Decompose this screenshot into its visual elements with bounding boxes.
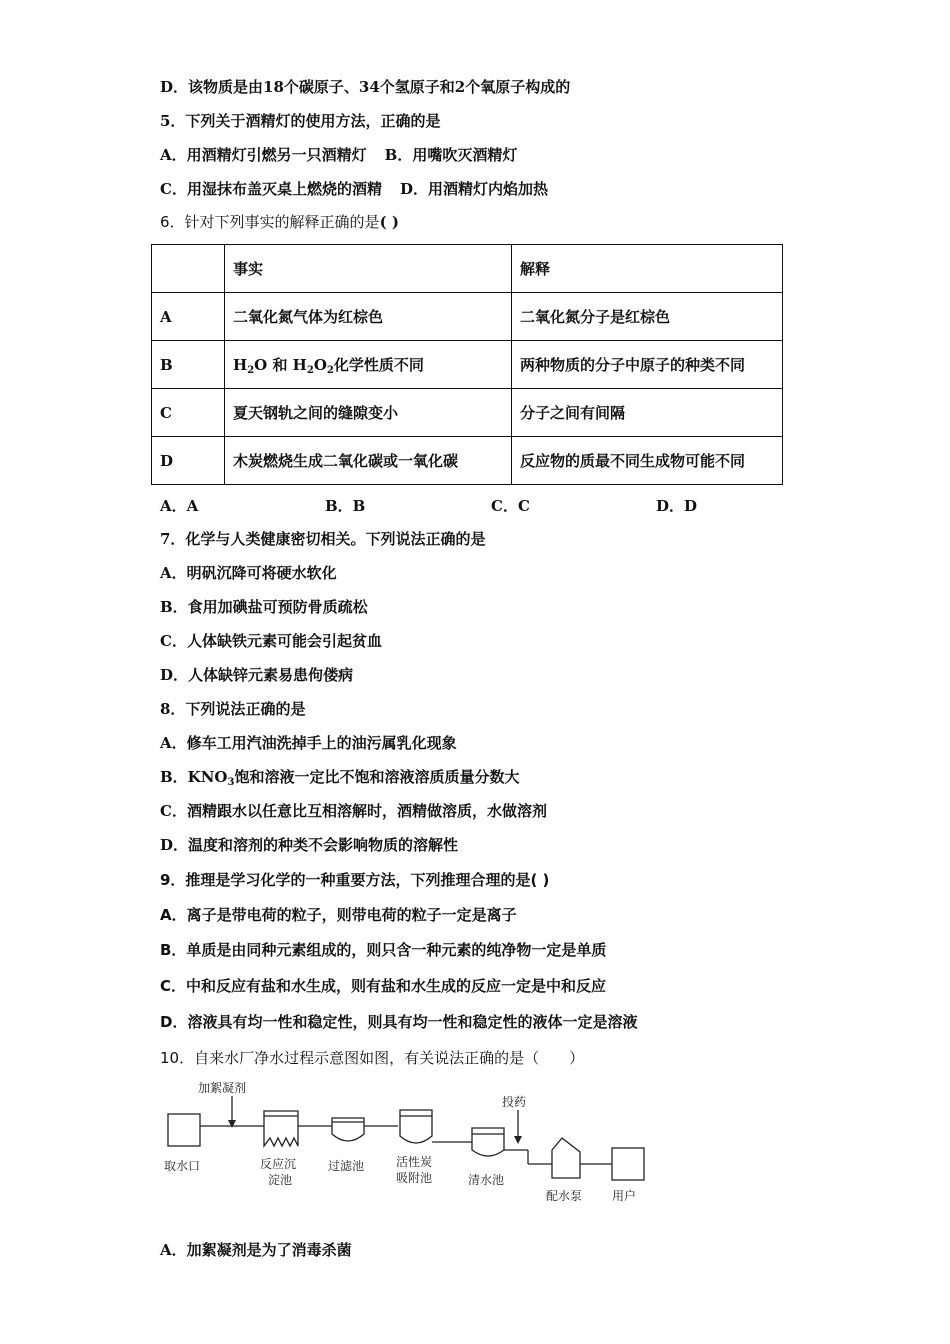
- q7-option-d: D．人体缺锌元素易患佝偻病: [160, 666, 354, 684]
- table-header-blank: [152, 245, 225, 293]
- q5-option-b: B．用嘴吹灭酒精灯: [384, 146, 518, 164]
- q4-option-d: D．该物质是由18个碳原子、34个氢原子和2个氧原子构成的: [160, 78, 571, 96]
- q9-option-d: D．溶液具有均一性和稳定性，则具有均一性和稳定性的液体一定是溶液: [160, 1013, 638, 1031]
- water-treatment-diagram: [160, 1076, 650, 1206]
- label-carbon-2: 吸附池: [396, 1171, 433, 1185]
- row-label: C: [152, 389, 225, 437]
- q9-option-b: B．单质是由同种元素组成的，则只含一种元素的纯净物一定是单质: [160, 941, 607, 959]
- q6-option-d: D．D: [656, 497, 698, 515]
- q5-option-d: D．用酒精灯内焰加热: [399, 180, 548, 198]
- q7-option-c: C．人体缺铁元素可能会引起贫血: [160, 632, 382, 650]
- q8-option-b: B．$KNO_3$饱和溶液一定比不饱和溶液溶质质量分数大: [160, 768, 520, 788]
- q5-option-a: A．用酒精灯引燃另一只酒精灯: [160, 146, 367, 164]
- q5-option-c: C．用湿抹布盖灭桌上燃烧的酒精: [160, 180, 382, 198]
- table-row: [152, 293, 783, 341]
- label-coagulant: 加絮凝剂: [198, 1081, 247, 1095]
- row-label: D: [152, 437, 225, 485]
- user-box: [612, 1148, 644, 1180]
- row-fact: 木炭燃烧生成二氧化碳或一氧化碳: [225, 437, 512, 485]
- label-filter: 过滤池: [328, 1159, 365, 1173]
- table-row: [152, 341, 783, 389]
- coagulant-arrowhead: [228, 1120, 236, 1128]
- label-reaction-2: 淀池: [268, 1173, 293, 1187]
- q6-stem: [160, 212, 399, 232]
- q10-stem: 10．自来水厂净水过程示意图如图，有关说法正确的是（ ）: [160, 1049, 585, 1067]
- table-row: [152, 437, 783, 485]
- table-header-fact: 事实: [225, 245, 512, 293]
- row-explain: 反应物的质最不同生成物可能不同: [512, 437, 783, 485]
- q7-stem: 7．化学与人类健康密切相关。下列说法正确的是: [160, 530, 486, 548]
- q6-option-b: B．B: [325, 497, 366, 515]
- q5-stem: 5．下列关于酒精灯的使用方法，正确的是: [160, 112, 441, 130]
- table-header-row: [152, 245, 783, 293]
- q8-option-a: A．修车工用汽油洗掉手上的油污属乳化现象: [160, 734, 457, 752]
- q6-option-a: A．A: [160, 497, 199, 515]
- q8-option-c: C．酒精跟水以任意比互相溶解时，酒精做溶质，水做溶剂: [160, 802, 547, 820]
- q8-stem: 8．下列说法正确的是: [160, 700, 306, 718]
- row-label: A: [152, 293, 225, 341]
- row-fact: 二氧化氮气体为红棕色: [225, 293, 512, 341]
- row-explain: 两种物质的分子中原子的种类不同: [512, 341, 783, 389]
- label-pump: 配水泵: [546, 1189, 583, 1203]
- clear-water-tank: [472, 1128, 504, 1156]
- q6-table: [151, 244, 783, 485]
- q9-option-c: C．中和反应有盐和水生成，则有盐和水生成的反应一定是中和反应: [160, 977, 607, 995]
- q6-stem-text: 针对下列事实的解释正确的是: [184, 213, 380, 231]
- label-user: 用户: [612, 1189, 637, 1203]
- label-dosing: 投药: [502, 1095, 527, 1109]
- dosing-arrowhead: [514, 1136, 522, 1144]
- q7-option-a: A．明矾沉降可将硬水软化: [160, 564, 337, 582]
- q6-stem-paren: ( ): [379, 213, 399, 231]
- row-fact: $H_2O$ 和 $H_2O_2$化学性质不同: [225, 341, 512, 389]
- label-clear-water: 清水池: [468, 1173, 505, 1187]
- q5-options-cd: [160, 179, 548, 199]
- row-label: B: [152, 341, 225, 389]
- carbon-tank: [400, 1110, 432, 1143]
- label-carbon-1: 活性炭: [396, 1155, 433, 1169]
- label-reaction-1: 反应沉: [260, 1157, 297, 1171]
- row-explain: 二氧化氮分子是红棕色: [512, 293, 783, 341]
- q6-options: [160, 495, 760, 515]
- q8-option-d: D．温度和溶剂的种类不会影响物质的溶解性: [160, 836, 459, 854]
- label-intake: 取水口: [164, 1159, 201, 1173]
- q7-option-b: B．食用加碘盐可预防骨质疏松: [160, 598, 368, 616]
- table-header-explain: 解释: [512, 245, 783, 293]
- table-row: [152, 389, 783, 437]
- intake-box: [168, 1114, 200, 1146]
- q9-option-a: A．离子是带电荷的粒子，则带电荷的粒子一定是离子: [160, 906, 517, 924]
- row-fact: 夏天钢轨之间的缝隙变小: [225, 389, 512, 437]
- q9-stem: 9．推理是学习化学的一种重要方法，下列推理合理的是( ): [160, 871, 550, 889]
- pump-shape: [552, 1138, 580, 1178]
- row-explain: 分子之间有间隔: [512, 389, 783, 437]
- q10-option-a: A．加絮凝剂是为了消毒杀菌: [160, 1241, 352, 1259]
- q6-option-c: C．C: [491, 497, 530, 515]
- q6-stem-number: 6．: [160, 213, 185, 231]
- q5-options-ab: [160, 145, 517, 165]
